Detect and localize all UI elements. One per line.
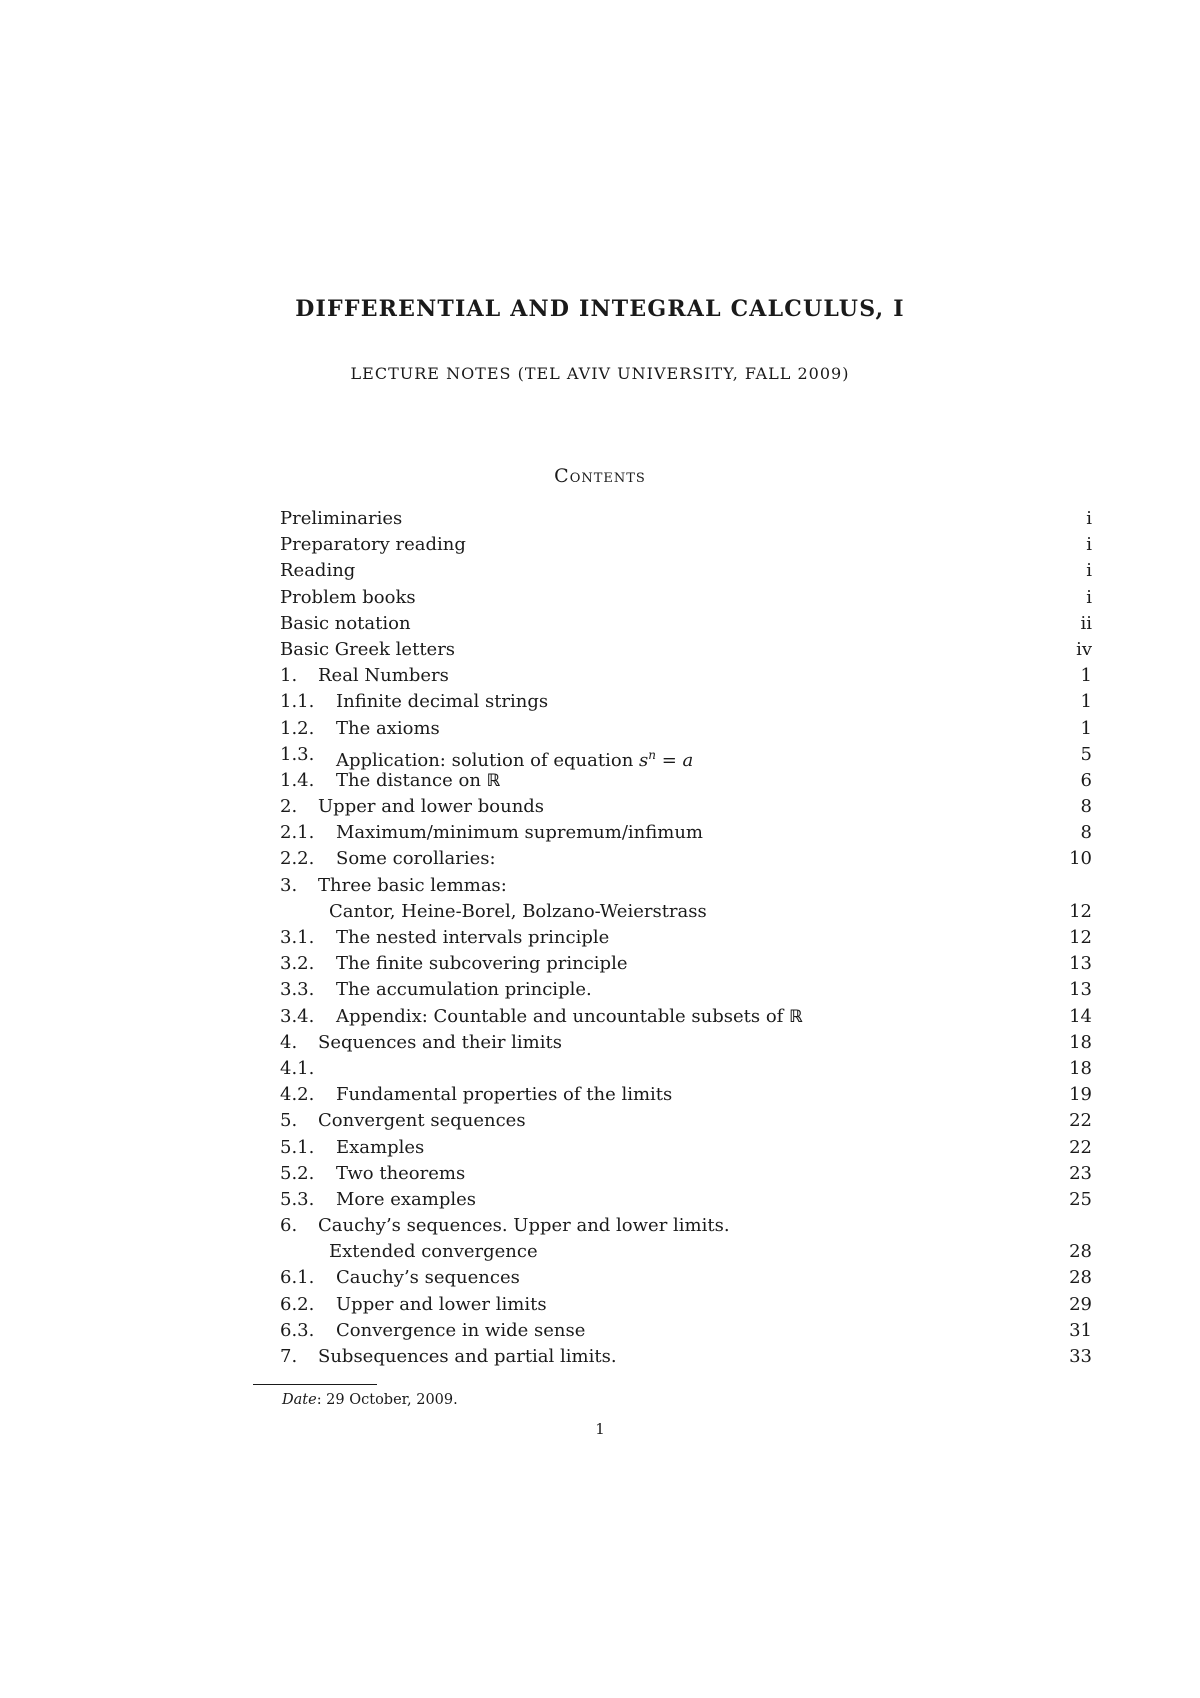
toc-entry-number: 4.1.	[280, 1057, 315, 1079]
toc-entry-number: 5.2.	[280, 1162, 315, 1184]
toc-entry-page: 22	[1069, 1136, 1092, 1158]
toc-entry-number: 5.3.	[280, 1188, 315, 1210]
toc-entry-page: 1	[1080, 665, 1092, 687]
toc-entry[interactable]	[280, 1082, 1092, 1108]
toc-entry-number: 6.1.	[280, 1267, 315, 1289]
toc-entry-title: The nested intervals principle	[336, 927, 610, 948]
toc-entry-label	[280, 663, 449, 689]
toc-entry[interactable]	[280, 1292, 1092, 1318]
toc-entry[interactable]	[280, 1187, 1092, 1213]
toc-entry-title: Examples	[336, 1136, 425, 1158]
toc-entry[interactable]	[280, 637, 1092, 663]
toc-entry[interactable]	[280, 1056, 1092, 1082]
toc-entry-number: 1.2.	[280, 717, 315, 739]
toc-entry-label	[280, 1187, 476, 1213]
toc-entry-number: 3.3.	[280, 979, 315, 1001]
toc-entry-page: 6	[1080, 769, 1092, 791]
toc-entry[interactable]	[280, 951, 1092, 977]
toc-entry[interactable]	[280, 689, 1092, 715]
toc-entry-label	[280, 1292, 547, 1318]
toc-entry-page: i	[1086, 534, 1092, 556]
toc-entry[interactable]	[280, 716, 1092, 742]
toc-entry-title: The axioms	[336, 717, 440, 739]
toc-entry[interactable]	[280, 846, 1092, 872]
toc-entry[interactable]	[280, 611, 1092, 637]
toc-entry[interactable]	[280, 1239, 1092, 1265]
toc-entry-page: 8	[1080, 822, 1092, 844]
toc-entry-page: 28	[1069, 1267, 1092, 1289]
toc-entry[interactable]	[280, 663, 1092, 689]
math-base: s	[639, 749, 649, 771]
toc-entry-title: Convergent sequences	[318, 1110, 526, 1132]
toc-entry-page: i	[1086, 508, 1092, 529]
toc-entry-label	[280, 637, 455, 663]
toc-entry-label	[280, 977, 592, 1003]
toc-entry-title: The distance on	[336, 769, 487, 791]
toc-entry-page: 12	[1069, 927, 1092, 948]
toc-entry[interactable]	[280, 1108, 1092, 1134]
toc-entry-label	[280, 611, 411, 637]
toc-entry-page: 29	[1069, 1293, 1092, 1315]
math-exponent: n	[648, 747, 656, 762]
toc-entry[interactable]	[280, 925, 1092, 951]
contents-heading: Contents	[554, 465, 646, 487]
toc-entry-number: 5.	[280, 1110, 298, 1132]
toc-entry-label	[280, 506, 402, 532]
footnote-text: : 29 October, 2009.	[316, 1392, 458, 1408]
toc-entry-title: Fundamental properties of the limits	[336, 1084, 673, 1106]
footnote-label: Date	[282, 1392, 317, 1408]
toc-entry-label	[280, 899, 707, 925]
toc-entry-title: The accumulation principle.	[336, 979, 592, 1001]
toc-entry-label	[280, 925, 609, 951]
toc-entry[interactable]	[280, 794, 1092, 820]
toc-entry-label	[280, 1004, 803, 1030]
toc-entry-title: Appendix: Countable and uncountable subsets of	[336, 1005, 790, 1027]
toc-entry-label	[280, 532, 466, 558]
toc-entry-title: Sequences and their limits	[318, 1031, 562, 1053]
toc-entry-title: More examples	[336, 1188, 477, 1210]
toc-entry-label	[280, 951, 627, 977]
toc-entry-number: 4.2.	[280, 1084, 315, 1106]
toc-entry-label	[280, 768, 500, 794]
toc-entry-number: 3.	[280, 874, 298, 896]
toc-entry[interactable]	[280, 899, 1092, 925]
toc-entry-page: 12	[1069, 900, 1092, 922]
toc-entry-label	[280, 1030, 562, 1056]
toc-entry[interactable]	[280, 1344, 1092, 1370]
toc-entry-label	[280, 585, 416, 611]
toc-entry-page: 31	[1069, 1319, 1092, 1341]
toc-entry-label	[280, 1344, 617, 1370]
toc-entry-number: 4.	[280, 1031, 298, 1053]
document-title: DIFFERENTIAL AND INTEGRAL CALCULUS, I	[295, 296, 905, 322]
toc-entry-label	[280, 1318, 585, 1344]
toc-entry-page: iv	[1076, 638, 1092, 660]
toc-entry-title: Some corollaries:	[336, 848, 496, 870]
toc-entry-page: 10	[1069, 848, 1092, 870]
toc-entry-number: 3.1.	[280, 927, 315, 948]
toc-entry-number: 1.1.	[280, 691, 315, 713]
toc-entry-number: 7.	[280, 1346, 298, 1367]
toc-entry-math	[639, 747, 694, 771]
toc-entry-page: 18	[1069, 1057, 1092, 1079]
toc-entry[interactable]	[280, 1161, 1092, 1187]
toc-entry-number: 2.2.	[280, 848, 315, 870]
toc-entry[interactable]	[280, 873, 1092, 899]
toc-entry-page: 14	[1069, 1005, 1092, 1027]
toc-entry-number: 5.1.	[280, 1136, 315, 1158]
toc-entry-page: 25	[1069, 1188, 1092, 1210]
toc-entry-page: 1	[1080, 717, 1092, 739]
toc-entry-page: 28	[1069, 1241, 1092, 1263]
toc-entry-page: 8	[1080, 796, 1092, 818]
toc-entry-page: 33	[1069, 1346, 1092, 1367]
toc-entry-page: 19	[1069, 1084, 1092, 1106]
toc-entry-number: 3.4.	[280, 1005, 315, 1027]
toc-entry-title: Application: solution of equation	[336, 749, 640, 771]
toc-entry-title: Upper and lower bounds	[318, 796, 545, 818]
math-tail: = a	[656, 749, 694, 771]
document-subtitle: LECTURE NOTES (TEL AVIV UNIVERSITY, FALL 2009)	[350, 364, 850, 383]
toc-entry[interactable]	[280, 506, 1092, 532]
toc-entry-title: Upper and lower limits	[336, 1293, 547, 1315]
toc-entry-title: Reading	[280, 560, 356, 582]
toc-entry-number: 6.2.	[280, 1293, 315, 1315]
toc-entry[interactable]	[280, 742, 1092, 771]
toc-entry-page: i	[1086, 586, 1092, 608]
toc-entry-title: Basic Greek letters	[280, 638, 456, 660]
toc-entry-label	[280, 1213, 730, 1239]
toc-entry-page: 1	[1080, 691, 1092, 713]
footnote	[282, 1392, 458, 1408]
table-of-contents	[280, 506, 1092, 1370]
toc-entry-title: Problem books	[280, 586, 416, 608]
real-numbers-symbol: ℝ	[789, 1006, 803, 1027]
toc-entry-title: Preliminaries	[280, 508, 403, 529]
toc-entry-label	[280, 558, 355, 584]
toc-entry-label	[280, 1161, 465, 1187]
toc-entry-label	[280, 794, 544, 820]
page-number: 1	[595, 1420, 605, 1438]
toc-entry-number: 1.4.	[280, 769, 315, 791]
toc-entry[interactable]	[280, 1265, 1092, 1291]
toc-entry-label	[280, 820, 703, 846]
toc-entry-title: Basic notation	[280, 612, 411, 634]
toc-entry-title: Preparatory reading	[280, 534, 466, 556]
toc-entry-label	[280, 716, 440, 742]
toc-entry[interactable]	[280, 1004, 1092, 1030]
toc-entry-label	[280, 873, 507, 899]
toc-entry[interactable]	[280, 585, 1092, 611]
toc-entry-title: Two theorems	[336, 1162, 466, 1184]
toc-entry-title: Three basic lemmas:	[318, 874, 507, 896]
toc-entry-page: 22	[1069, 1110, 1092, 1132]
toc-entry-label	[280, 1082, 672, 1108]
toc-entry-label	[280, 689, 548, 715]
toc-entry[interactable]	[280, 977, 1092, 1003]
toc-entry-number: 1.	[280, 665, 298, 687]
toc-entry-title: Maximum/minimum supremum/infimum	[336, 822, 703, 844]
toc-entry-page: 5	[1080, 743, 1092, 765]
toc-entry-page: 13	[1069, 979, 1092, 1001]
toc-entry-title: Cauchy’s sequences. Upper and lower limits.	[318, 1215, 730, 1237]
toc-entry[interactable]	[280, 1030, 1092, 1056]
toc-entry-number: 2.	[280, 796, 298, 818]
toc-entry-title: Cantor, Heine-Borel, Bolzano-Weierstrass	[329, 900, 707, 922]
toc-entry-label	[280, 1265, 520, 1291]
toc-entry-number: 6.3.	[280, 1319, 315, 1341]
toc-entry-number: 6.	[280, 1215, 298, 1237]
toc-entry-page: 23	[1069, 1162, 1092, 1184]
toc-entry-page: 18	[1069, 1031, 1092, 1053]
toc-entry[interactable]	[280, 1213, 1092, 1239]
toc-entry-title: Real Numbers	[318, 665, 449, 687]
toc-entry-page: i	[1086, 560, 1092, 582]
toc-entry-title: Extended convergence	[329, 1241, 538, 1263]
real-numbers-symbol: ℝ	[486, 770, 501, 791]
toc-entry[interactable]	[280, 532, 1092, 558]
toc-entry-title: Infinite decimal strings	[336, 691, 549, 713]
toc-entry-number: 1.3.	[280, 743, 315, 765]
toc-entry-label	[280, 1108, 526, 1134]
toc-entry[interactable]	[280, 820, 1092, 846]
toc-entry-number: 2.1.	[280, 822, 315, 844]
toc-entry[interactable]	[280, 1318, 1092, 1344]
toc-entry-number: 3.2.	[280, 953, 315, 975]
toc-entry-page: ii	[1080, 612, 1092, 634]
toc-entry-label	[280, 1239, 538, 1265]
toc-entry[interactable]	[280, 1135, 1092, 1161]
toc-entry-page: 13	[1069, 953, 1092, 975]
toc-entry-label	[280, 846, 496, 872]
footnote-rule	[253, 1384, 377, 1385]
toc-entry-label	[280, 1135, 424, 1161]
toc-entry-title: Convergence in wide sense	[336, 1319, 586, 1341]
toc-entry-label	[280, 1056, 336, 1082]
toc-entry[interactable]	[280, 558, 1092, 584]
toc-entry-title: The finite subcovering principle	[336, 953, 628, 975]
toc-entry-title: Cauchy’s sequences	[336, 1267, 520, 1289]
toc-entry-title: Subsequences and partial limits.	[318, 1346, 617, 1367]
